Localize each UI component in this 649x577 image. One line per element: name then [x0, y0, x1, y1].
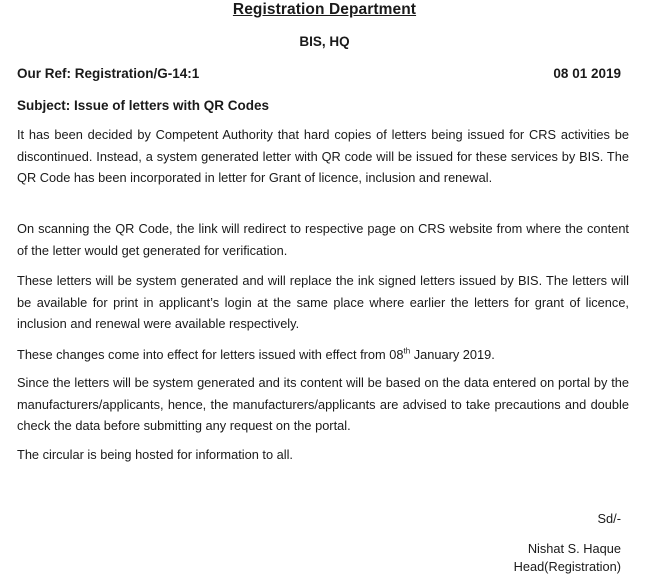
ordinal-suffix: th	[403, 346, 411, 356]
paragraph-6: The circular is being hosted for information to all.	[17, 447, 293, 462]
paragraph-4-text-end: January 2019.	[410, 347, 495, 362]
signed-mark: Sd/-	[597, 511, 621, 526]
reference-row	[17, 66, 621, 81]
subject-line: Subject: Issue of letters with QR Codes	[17, 98, 270, 113]
document-date: 08 01 2019	[553, 66, 621, 81]
paragraph-4	[17, 344, 629, 366]
paragraph-1: It has been decided by Competent Authority that hard copies of letters being issued for CRS activities be discontinued. Instead, a system generated letter with QR code will be issued for these services by BIS. The QR Code has been incorporated in letter for Grant of licence, inclusion and renewal.	[17, 127, 629, 185]
signatory-name: Nishat S. Haque	[527, 541, 621, 556]
signatory-block	[514, 540, 621, 576]
paragraph-3: These letters will be system generated and will replace the ink signed letters issued by BIS. The letters will be available for print in applicant’s login at the same place where earlier the letters for grant of licence, inclusion and renewal were available respectively.	[17, 273, 629, 331]
paragraph-5: Since the letters will be system generated and its content will be based on the data entered on portal by the manufacturers/applicants, hence, the manufacturers/applicants are advised to take precautions and double check the data before submitting any request on the portal.	[17, 375, 629, 433]
signatory-designation: Head(Registration)	[513, 559, 621, 574]
reference-number: Our Ref: Registration/G-14:1	[17, 66, 200, 81]
paragraph-4-text-start: These changes come into effect for letters issued with effect from 08	[17, 347, 404, 362]
paragraph-2: On scanning the QR Code, the link will redirect to respective page on CRS website from where the content of the letter would get generated for verification.	[17, 221, 629, 258]
department-title: Registration Department	[232, 1, 417, 18]
office-name: BIS, HQ	[299, 34, 350, 49]
